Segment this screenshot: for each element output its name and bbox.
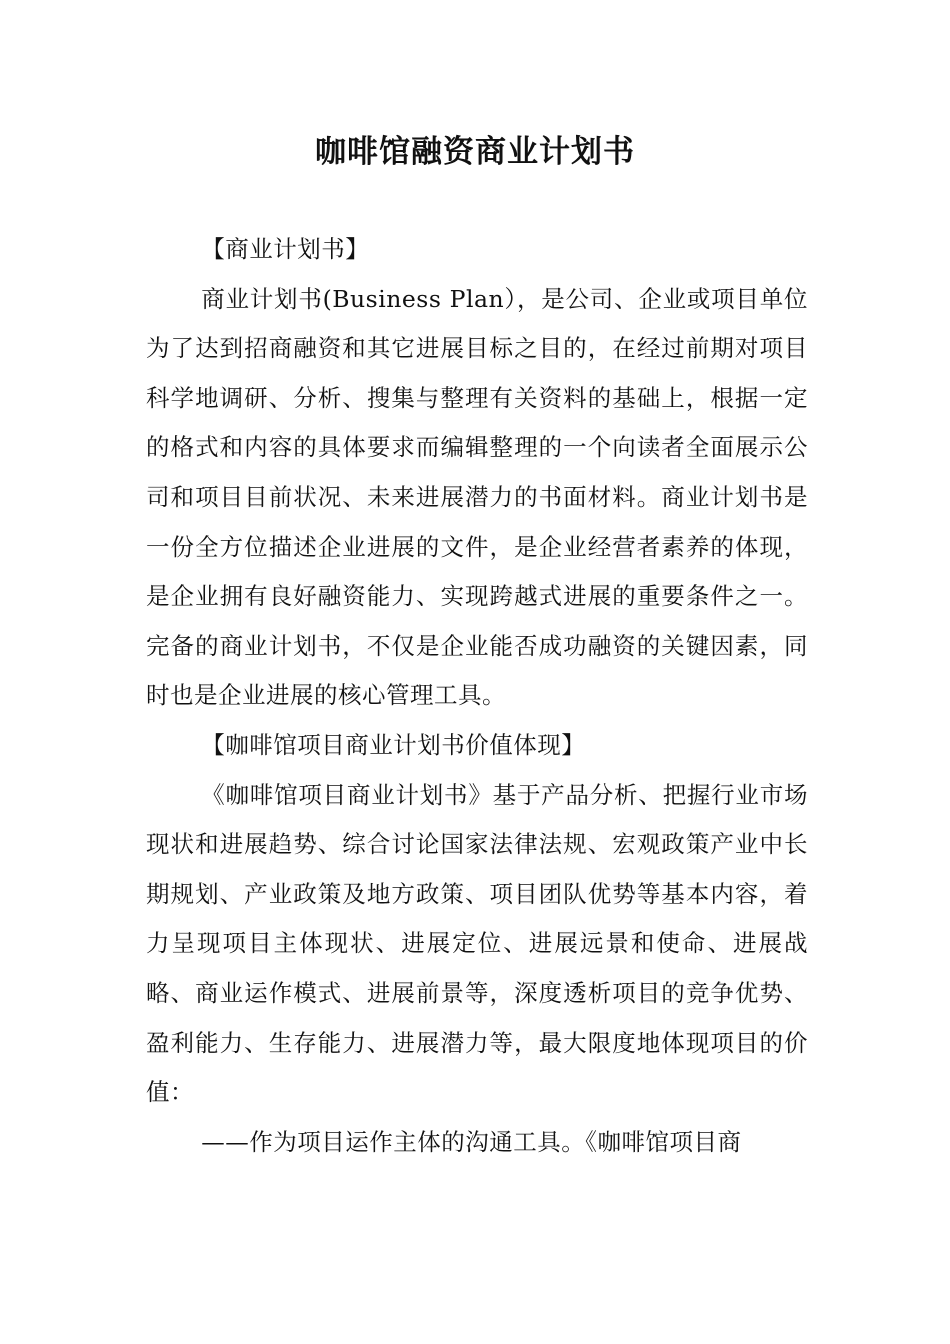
paragraph-plan-value: 《咖啡馆项目商业计划书》基于产品分析、把握行业市场现状和进展趋势、综合讨论国家法律法规、宏观政策产业中长期规划、产业政策及地方政策、项目团队优势等基本内容，着力呈现项目主体现状、进展定位、进展远景和使命、进展战略、商业运作模式、进展前景等，深度透析项目的竞争优势、盈利能力、生存能力、进展潜力等，最大限度地体现项目的价值： <box>146 780 808 1107</box>
paragraph-communication-tool: ——作为项目运作主体的沟通工具。《咖啡馆项目商 <box>201 1127 742 1156</box>
document-title: 咖啡馆融资商业计划书 <box>315 134 635 170</box>
document-body <box>146 225 808 1167</box>
section-heading-plan-value: 【咖啡馆项目商业计划书价值体现】 <box>201 730 586 759</box>
paragraph-business-plan-definition: 商业计划书(Business Plan），是公司、企业或项目单位为了达到招商融资和其它进展目标之目的，在经过前期对项目科学地调研、分析、搜集与整理有关资料的基础上，根据一定的格式和内容的具体要求而编辑整理的一个向读者全面展示公司和项目目前状况、未来进展潜力的书面材料。商业计划书是一份全方位描述企业进展的文件，是企业经营者素养的体现，是企业拥有良好融资能力、实现跨越式进展的重要条件之一。完备的商业计划书，不仅是企业能否成功融资的关键因素，同时也是企业进展的核心管理工具。 <box>146 284 808 710</box>
section-heading-business-plan: 【商业计划书】 <box>201 235 370 263</box>
